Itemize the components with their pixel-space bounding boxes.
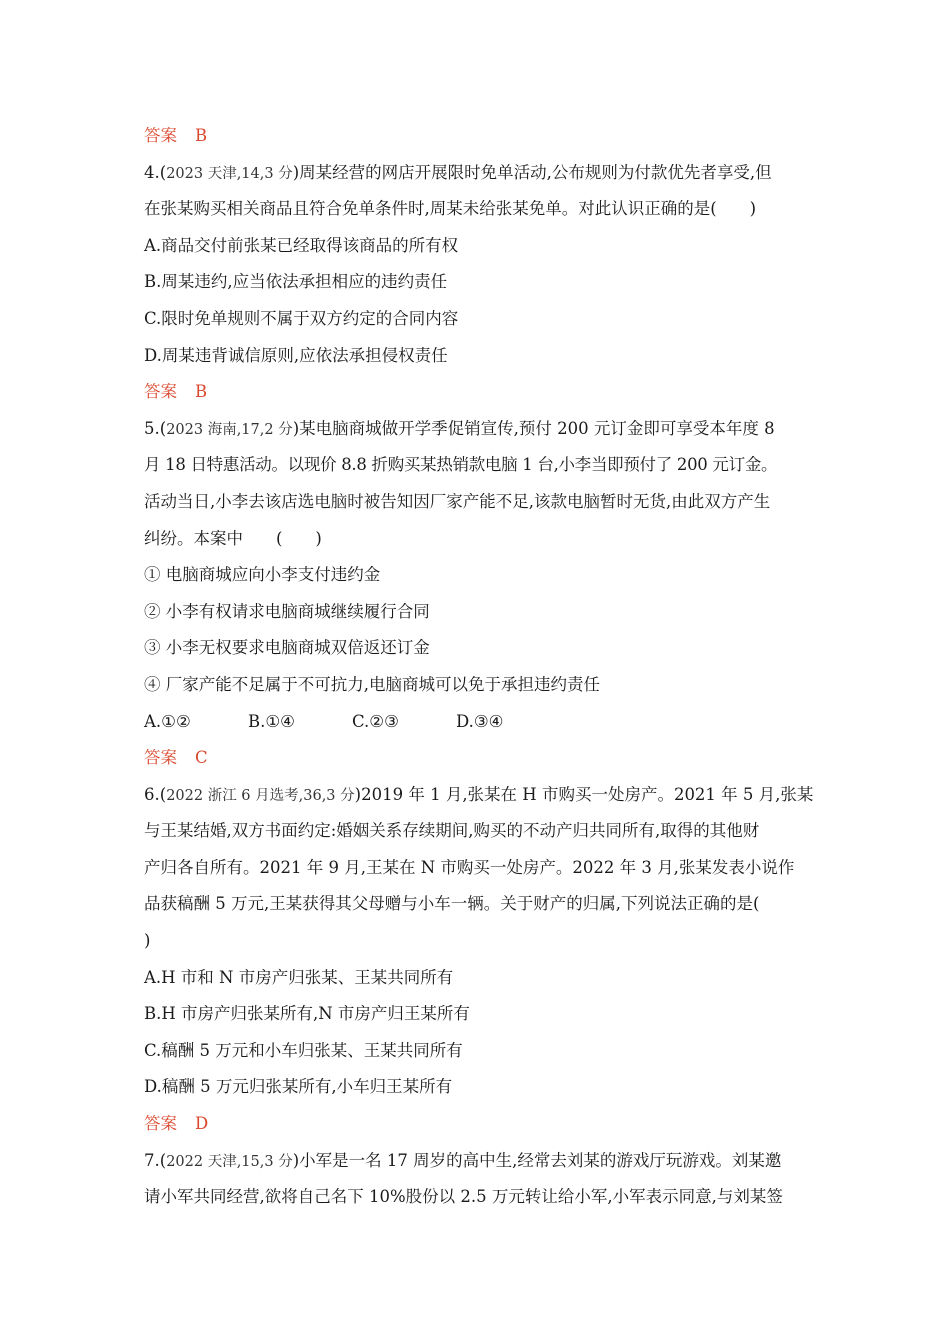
q4-option-c: C.限时免单规则不属于双方约定的合同内容: [144, 308, 459, 328]
q5-choice-d: D.③④: [456, 711, 504, 731]
q6-stem-line-5: ): [144, 931, 151, 951]
q5-choice-c: C.②③: [352, 711, 399, 731]
q4-stem-line-1: 4.(2023 天津,14,3 分)周某经营的网店开展限时免单活动,公布规则为付款优先者享受,但: [144, 162, 772, 182]
q6-option-a: A.H 市和 N 市房产归张某、王某共同所有: [144, 967, 454, 987]
answer-line-q4: 答案 B: [144, 382, 208, 402]
q4-option-a: A.商品交付前张某已经取得该商品的所有权: [144, 235, 459, 255]
answer-line-q3: [144, 118, 814, 155]
q5-choice-b: B.①④: [248, 711, 295, 731]
answer-line-q5: 答案 C: [144, 748, 208, 768]
q4-stem-line-2: 在张某购买相关商品且符合免单条件时,周某未给张某免单。对此认识正确的是( ): [144, 199, 757, 219]
q5-item-3: ③ 小李无权要求电脑商城双倍返还订金: [144, 638, 430, 658]
q5-choice-a: A.①②: [144, 711, 191, 731]
q4-option-b: B.周某违约,应当依法承担相应的违约责任: [144, 272, 448, 292]
q6-stem-line-2: 与王某结婚,双方书面约定:婚姻关系存续期间,购买的不动产归共同所有,取得的其他财: [144, 821, 760, 841]
q6-stem-line-4: 品获稿酬 5 万元,王某获得其父母赠与小车一辆。关于财产的归属,下列说法正确的是(: [144, 894, 760, 914]
q6-option-c: C.稿酬 5 万元和小车归张某、王某共同所有: [144, 1040, 463, 1060]
answer-value: B: [195, 126, 208, 145]
q5-stem-line-3: 活动当日,小李去该店选电脑时被告知因厂家产能不足,该款电脑暂时无货,由此双方产生: [144, 491, 771, 511]
answer-value: D: [195, 1114, 209, 1134]
q6-source: 2022 浙江 6 月选考,36,3 分: [166, 787, 355, 804]
q6-option-d: D.稿酬 5 万元归张某所有,小车归王某所有: [144, 1077, 453, 1097]
q5-stem-line-1: 5.(2023 海南,17,2 分)某电脑商城做开学季促销宣传,预付 200 元订金即可享受本年度 8: [144, 418, 775, 438]
q4-option-d: D.周某违背诚信原则,应依法承担侵权责任: [144, 345, 448, 365]
q7-stem-line-2: 请小军共同经营,欲将自己名下 10%股份以 2.5 万元转让给小军,小军表示同意,与刘某签: [144, 1187, 783, 1207]
answer-line-q6: 答案 D: [144, 1114, 209, 1134]
q6-option-b: B.H 市房产归张某所有,N 市房产归王某所有: [144, 1004, 470, 1024]
q5-stem-line-2: 月 18 日特惠活动。以现价 8.8 折购买某热销款电脑 1 台,小李当即预付了 200 元订金。: [144, 455, 778, 475]
q5-choices: [144, 704, 814, 741]
q5-item-4: ④ 厂家产能不足属于不可抗力,电脑商城可以免于承担违约责任: [144, 674, 600, 694]
q7-stem-line-1: 7.(2022 天津,15,3 分)小军是一名 17 周岁的高中生,经常去刘某的游戏厅玩游戏。刘某邀: [144, 1150, 782, 1170]
q7-source: 2022 天津,15,3 分: [166, 1153, 293, 1170]
q6-stem-line-3: 产归各自所有。2021 年 9 月,王某在 N 市购买一处房产。2022 年 3 月,张某发表小说作: [144, 857, 795, 877]
answer-value: C: [195, 748, 208, 768]
document-page: [144, 118, 814, 1216]
q6-stem-line-1: 6.(2022 浙江 6 月选考,36,3 分)2019 年 1 月,张某在 H 市购买一处房产。2021 年 5 月,张某: [144, 784, 814, 804]
answer-value: B: [195, 382, 208, 402]
q5-source: 2023 海南,17,2 分: [166, 421, 293, 438]
q5-stem-line-4: 纠纷。本案中 ( ): [144, 528, 322, 548]
q5-item-2: ② 小李有权请求电脑商城继续履行合同: [144, 601, 430, 621]
q5-item-1: ① 电脑商城应向小李支付违约金: [144, 565, 381, 585]
answer-label: 答案: [144, 126, 177, 145]
q4-source: 2023 天津,14,3 分: [166, 165, 293, 182]
